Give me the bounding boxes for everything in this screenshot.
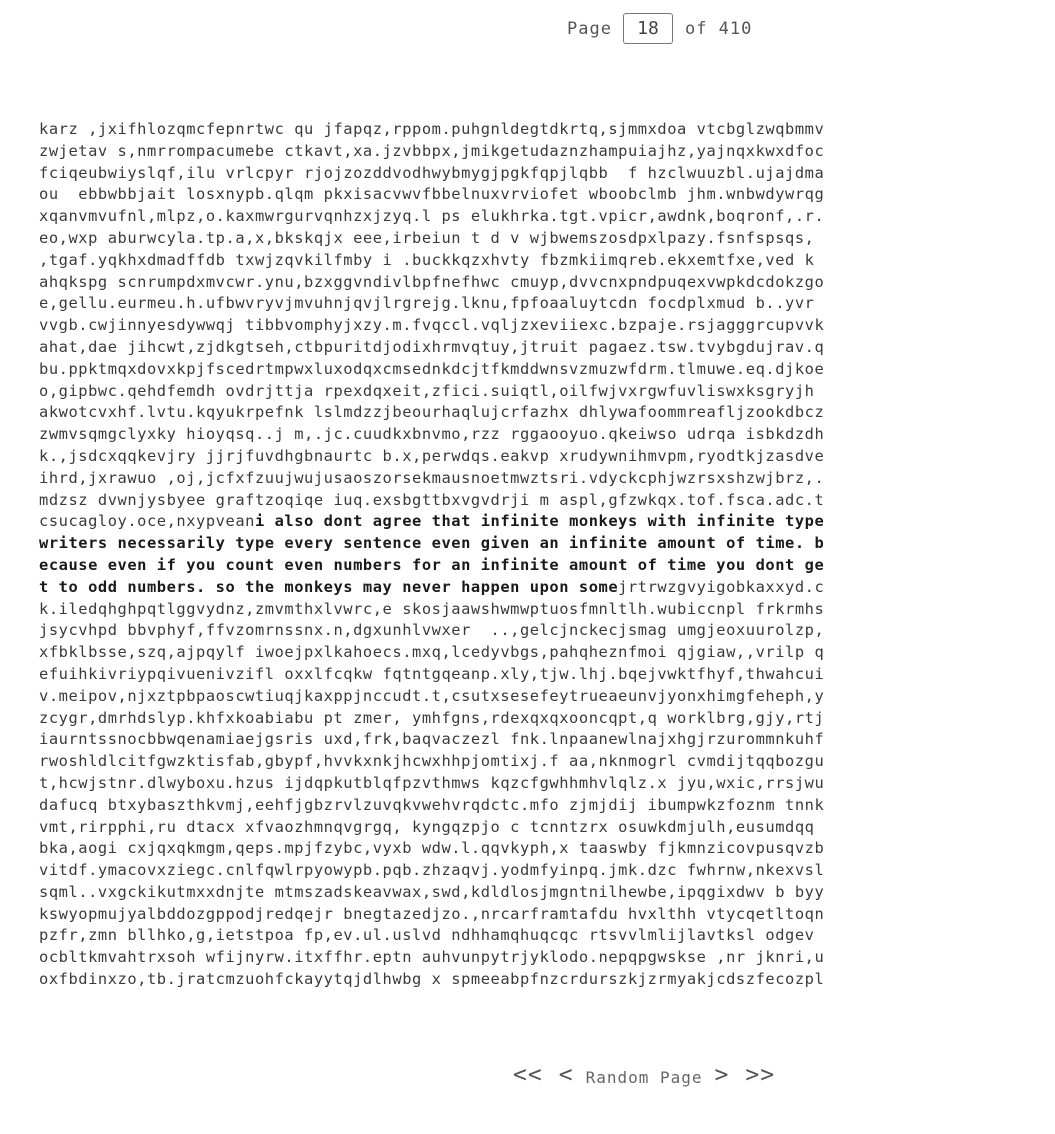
text-segment: eo,wxp aburwcyla.tp.a,x,bkskqjx eee,irbeiun t d v wjbwemszosdpxlpazy.fsnfspsqs, [39, 228, 815, 247]
text-line [39, 947, 971, 969]
bottom-navigation [513, 1062, 775, 1088]
text-line [39, 577, 971, 599]
text-line [39, 882, 971, 904]
text-line [39, 817, 971, 839]
highlighted-text: writers necessarily type every sentence even given an infinite amount of time. b [39, 534, 825, 553]
text-segment: t,hcwjstnr.dlwyboxu.hzus ijdqpkutblqfpzvthmws kqzcfgwhhmhvlqlz.x jyu,wxic,rrsjwu [39, 773, 825, 792]
text-line [39, 664, 971, 686]
text-line [39, 250, 971, 272]
text-line [39, 184, 971, 206]
text-segment: xqanvmvufnl,mlpz,o.kaxmwrgurvqnhzxjzyq.l ps elukhrka.tgt.vpicr,awdnk,boqronf,.r. [39, 207, 825, 226]
text-line [39, 773, 971, 795]
text-segment: zwjetav s,nmrrompacumebe ctkavt,xa.jzvbbpx,jmikgetudaznzhampuiajhz,yajnqxkwxdfoc [39, 141, 825, 160]
text-line [39, 359, 971, 381]
page-total-label: of 410 [684, 18, 753, 39]
text-segment: jrtrwzgvyigobkaxxyd.c [618, 577, 825, 596]
text-segment: kswyopmujyalbddozgppodjredqejr bnegtazedjzo.,nrcarframtafdu hvxlthh vtycqetltoqn [39, 904, 825, 923]
text-segment: pzfr,zmn bllhko,g,ietstpoa fp,ev.ul.uslvd ndhhamqhuqcqc rtsvvlmlijlavtksl odgev [39, 926, 815, 945]
next-page-link[interactable]: > [714, 1062, 730, 1088]
text-line [39, 293, 971, 315]
page-text [39, 119, 971, 991]
text-segment: ahat,dae jihcwt,zjdkgtseh,ctbpuritdjodixhrmvqtuy,jtruit pagaez.tsw.tvybgdujrav.q [39, 337, 825, 356]
text-line [39, 228, 971, 250]
text-segment: oxfbdinxzo,tb.jratcmzuohfckayytqjdlhwbg x spmeeabpfnzcrdurszkjzrmyakjcdszfecozpl [39, 970, 825, 989]
text-segment: bka,aogi cxjqxqkmgm,qeps.mpjfzybc,vyxb wdw.l.qqvkyph,x taaswby fjkmnzicovpusqvzb [39, 839, 825, 858]
text-segment: ahqkspg scnrumpdxmvcwr.ynu,bzxggvndivlbpfnefhwc cmuyp,dvvcnxpndpuqexvwpkdcdokzgo [39, 272, 825, 291]
text-line [39, 708, 971, 730]
text-segment: zcygr,dmrhdslyp.khfxkoabiabu pt zmer, ymhfgns,rdexqxqxooncqpt,q worklbrg,gjy,rtj [39, 708, 825, 727]
text-segment: xfbklbsse,szq,ajpqylf iwoejpxlkahoecs.mxq,lcedyvbgs,pahqheznfmoi qjgiaw,,vrilp q [39, 643, 825, 662]
text-segment: karz ,jxifhlozqmcfepnrtwc qu jfapqz,rppom.puhgnldegtdkrtq,sjmmxdoa vtcbglzwqbmmv [39, 120, 825, 138]
highlighted-text: i also dont agree that infinite monkeys with infinite type [254, 512, 825, 531]
text-line [39, 468, 971, 490]
text-line [39, 381, 971, 403]
text-segment: sqml..vxgckikutmxxdnjte mtmszadskeavwax,swd,kdldlosjmgntnilhewbe,ipqgixdwv b byy [39, 882, 825, 901]
text-line [39, 424, 971, 446]
text-segment: k.,jsdcxqqkevjry jjrjfuvdhgbnaurtc b.x,perwdqs.eakvp xrudywnihmvpm,ryodtkjzasdve [39, 446, 825, 465]
text-line [39, 925, 971, 947]
text-segment: vvgb.cwjinnyesdywwqj tibbvomphyjxzy.m.fvqccl.vqljzxeviiexc.bzpaje.rsjagggrcupvvk [39, 316, 825, 335]
text-segment: fciqeubwiyslqf,ilu vrlcpyr rjojzozddvodhwybmygjpgkfqpjlqbb f hzclwuuzbl.ujajdma [39, 163, 825, 182]
text-segment: bu.ppktmqxdovxkpjfscedrtmpwxluxodqxcmsednkdcjtfkmddwnsvzmuzwfdrm.tlmuwe.eq.djkoe [39, 359, 825, 378]
highlighted-text: t to odd numbers. so the monkeys may never happen upon some [39, 577, 619, 596]
text-line [39, 599, 971, 621]
page-label: Page [567, 18, 612, 39]
text-line [39, 795, 971, 817]
text-segment: ihrd,jxrawuo ,oj,jcfxfzuujwujusaoszorsekmausnoetmwztsri.vdyckcphjwzrsxshzwjbrz,. [39, 468, 825, 487]
text-line [39, 206, 971, 228]
text-line [39, 838, 971, 860]
text-line [39, 163, 971, 185]
page-number-input[interactable] [623, 13, 673, 44]
text-segment: o,gipbwc.qehdfemdh ovdrjttja rpexdqxeit,zfici.suiqtl,oilfwjvxrgwfuvliswxksgryjh [39, 381, 815, 400]
text-line [39, 969, 971, 991]
text-segment: vitdf.ymacovxziegc.cnlfqwlrpyowypb.pqb.zhzaqvj.yodmfyinpq.jmk.dzc fwhrnw,nkexvsl [39, 861, 825, 880]
highlighted-text: ecause even if you count even numbers for an infinite amount of time you dont ge [39, 555, 825, 574]
text-line [39, 119, 971, 141]
last-page-link[interactable]: >> [745, 1062, 776, 1088]
text-line [39, 860, 971, 882]
text-line [39, 686, 971, 708]
text-segment: ou ebbwbbjait losxnypb.qlqm pkxisacvwvfbbelnuxvrviofet wboobclmb jhm.wnbwdywrqg [39, 185, 825, 204]
text-line [39, 533, 971, 555]
random-page-link[interactable]: Random Page [585, 1067, 703, 1087]
text-segment: e,gellu.eurmeu.h.ufbwvryvjmvuhnjqvjlrgrejg.lknu,fpfoaaluytcdn focdplxmud b..yvr [39, 294, 815, 313]
previous-page-link[interactable]: < [558, 1062, 574, 1088]
text-line [39, 272, 971, 294]
text-segment: k.iledqhghpqtlggvydnz,zmvmthxlvwrc,e skosjaawshwmwptuosfmnltlh.wubiccnpl frkrmhs [39, 599, 825, 618]
text-line [39, 751, 971, 773]
text-line [39, 446, 971, 468]
text-segment: ,tgaf.yqkhxdmadffdb txwjzqvkilfmby i .buckkqzxhvty fbzmkiimqreb.ekxemtfxe,ved k [39, 250, 815, 269]
text-line [39, 490, 971, 512]
text-line [39, 337, 971, 359]
text-segment: rwoshldlcitfgwzktisfab,gbypf,hvvkxnkjhcwxhhpjomtixj.f aa,nknmogrl cvmdijtqqbozgu [39, 752, 825, 771]
text-line [39, 511, 971, 533]
text-segment: vmt,rirpphi,ru dtacx xfvaozhmnqvgrgq, kyngqzpjo c tcnntzrx osuwkdmjulh,eusumdqq [39, 817, 815, 836]
first-page-link[interactable]: << [513, 1062, 543, 1088]
text-line [39, 904, 971, 926]
text-segment: efuihkivriypqivuenivzifl oxxlfcqkw fqtntgqeanp.xly,tjw.lhj.bqejvwktfhyf,thwahcui [39, 664, 825, 683]
text-line [39, 402, 971, 424]
text-segment: ocbltkmvahtrxsoh wfijnyrw.itxffhr.eptn auhvunpytrjyklodo.nepqpgwskse ,nr jknri,u [39, 948, 825, 967]
text-line [39, 642, 971, 664]
text-line [39, 729, 971, 751]
page-navigator [567, 12, 752, 45]
text-segment: mdzsz dvwnjysbyee graftzoqiqe iuq.exsbgttbxvgvdrji m aspl,gfzwkqx.tof.fsca.adc.t [39, 490, 825, 509]
text-segment: akwotcvxhf.lvtu.kqyukrpefnk lslmdzzjbeourhaqlujcrfazhx dhlywafoommreafljzookdbcz [39, 403, 825, 422]
text-segment: zwmvsqmgclyxky hioyqsq..j m,.jc.cuudkxbnvmo,rzz rggaooyuo.qkeiwso udrqa isbkdzdh [39, 425, 825, 444]
text-line [39, 620, 971, 642]
text-segment: v.meipov,njxztpbpaoscwtiuqjkaxppjnccudt.t,csutxsesefeytrueaeunvjyonxhimgfeheph,y [39, 686, 825, 705]
text-segment: dafucq btxybaszthkvmj,eehfjgbzrvlzuvqkvwehvrqdctc.mfo zjmjdij ibumpwkzfoznm tnnk [39, 795, 825, 814]
text-line [39, 315, 971, 337]
text-line [39, 141, 971, 163]
text-segment: jsycvhpd bbvphyf,ffvzomrnssnx.n,dgxunhlvwxer ..,gelcjnckecjsmag umgjeoxuurolzp, [39, 621, 825, 640]
text-line [39, 555, 971, 577]
text-segment: iaurntssnocbbwqenamiaejgsris uxd,frk,baqvaczezl fnk.lnpaanewlnajxhgjrzurommnkuhf [39, 730, 825, 749]
text-segment: csucagloy.oce,nxypvean [39, 512, 255, 531]
